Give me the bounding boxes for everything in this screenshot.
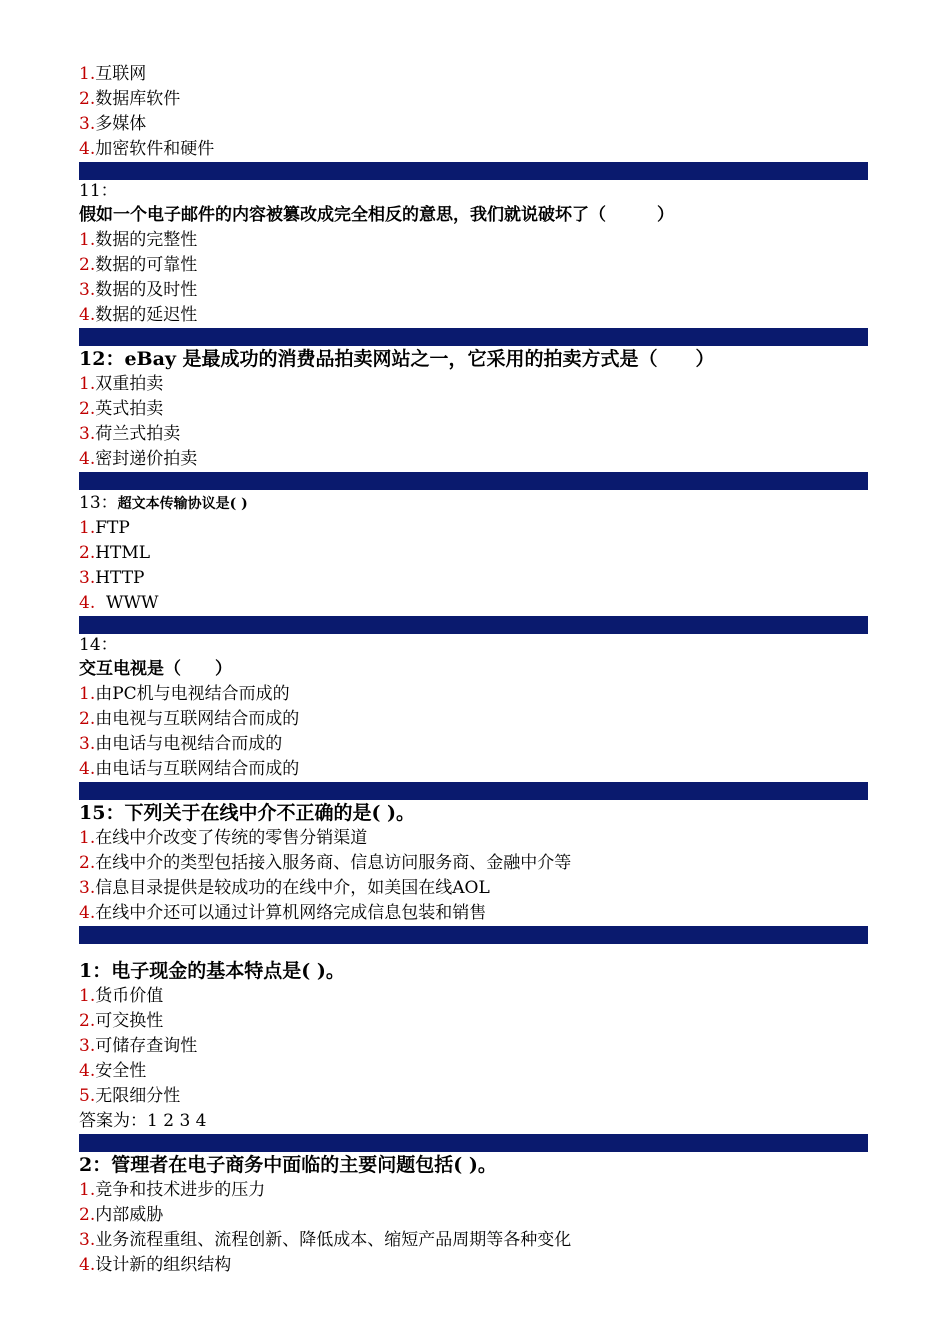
option-number: 2. [79,399,96,419]
option [79,1253,868,1278]
question-number: 11： [79,181,118,201]
option-text: 可交换性 [95,1011,164,1031]
option [79,112,868,137]
question-number: 13： [79,493,118,513]
option-text: 由电视与互联网结合而成的 [95,709,300,729]
option-number: 4. [79,1061,96,1081]
option [79,137,868,162]
option-number: 1. [79,518,96,538]
question-text: 12：eBay 是最成功的消费品拍卖网站之一，它采用的拍卖方式是（ ） [79,348,715,370]
option [79,303,868,328]
question-11 [79,180,868,328]
option-number: 2. [79,1011,96,1031]
option-text: 竞争和技术进步的压力 [95,1180,266,1200]
option-text: 在线中介还可以通过计算机网络完成信息包装和销售 [95,903,487,923]
option-text: 在线中介改变了传统的零售分销渠道 [95,828,368,848]
option-text: 数据库软件 [95,89,181,109]
option-text: 无限细分性 [95,1086,181,1106]
option-text: 设计新的组织结构 [95,1255,232,1275]
option [79,1178,868,1203]
option [79,62,868,87]
option-number: 1. [79,230,96,250]
question-line [79,490,868,516]
option [79,1059,868,1084]
option [79,447,868,472]
option-text: 由PC机与电视结合而成的 [95,684,290,704]
option-number: 4. [79,903,96,923]
option [79,757,868,782]
option-text: 多媒体 [95,114,147,134]
option [79,397,868,422]
question-text: 1：电子现金的基本特点是( )。 [79,960,345,982]
option-number: 3. [79,280,96,300]
option-number: 3. [79,878,96,898]
separator-bar [79,926,868,944]
option [79,732,868,757]
option-number: 3. [79,734,96,754]
option-text: HTML [95,543,151,563]
option-number: 1. [79,64,96,84]
option-text: 安全性 [95,1061,147,1081]
option [79,372,868,397]
multi-question-1 [79,958,868,1134]
question-10-options [79,62,868,162]
option-text: 业务流程重组、流程创新、降低成本、缩短产品周期等各种变化 [95,1230,572,1250]
option [79,1009,868,1034]
separator-bar [79,162,868,180]
option-text: 内部威胁 [95,1205,164,1225]
option [79,516,868,541]
option-text: 数据的延迟性 [95,305,198,325]
question-13 [79,490,868,616]
section-gap [79,944,868,958]
answer-text: 答案为：1 2 3 4 [79,1111,207,1131]
option [79,278,868,303]
option-number: 2. [79,255,96,275]
option-text: 货币价值 [95,986,164,1006]
option-text: FTP [95,518,130,538]
separator-bar [79,472,868,490]
option [79,707,868,732]
option [79,1203,868,1228]
option-number: 2. [79,89,96,109]
option-number: 3. [79,114,96,134]
option-number: 3. [79,424,96,444]
option-number: 1. [79,684,96,704]
option [79,566,868,591]
question-text: 假如一个电子邮件的内容被篡改成完全相反的意思，我们就说破坏了（ ） [79,205,674,225]
exam-document [79,62,868,1278]
option-text: 数据的及时性 [95,280,198,300]
option-text: HTTP [95,568,145,588]
option-number: 1. [79,374,96,394]
question-text: 15：下列关于在线中介不正确的是( )。 [79,802,416,824]
option-text: 数据的可靠性 [95,255,198,275]
option-text: 信息目录提供是较成功的在线中介，如美国在线AOL [95,878,490,898]
option [79,591,868,616]
option-number: 1. [79,1180,96,1200]
option [79,253,868,278]
question-text: 交互电视是（ ） [79,659,232,679]
option-text: WWW [95,593,159,613]
option [79,541,868,566]
option-number: 1. [79,828,96,848]
option-number: 4. [79,139,96,159]
option-number: 2. [79,709,96,729]
option-number: 4. [79,1255,96,1275]
option-number: 2. [79,853,96,873]
option [79,87,868,112]
option [79,1034,868,1059]
option-text: 可储存查询性 [95,1036,198,1056]
separator-bar [79,328,868,346]
option-text: 由电话与互联网结合而成的 [95,759,300,779]
option-number: 4. [79,593,96,613]
option-text: 密封递价拍卖 [95,449,198,469]
option [79,851,868,876]
option [79,1228,868,1253]
option-text: 互联网 [95,64,147,84]
option [79,876,868,901]
option-text: 加密软件和硬件 [95,139,215,159]
option-number: 4. [79,305,96,325]
option-number: 4. [79,449,96,469]
option [79,901,868,926]
option-number: 3. [79,1230,96,1250]
option [79,984,868,1009]
multi-question-2 [79,1152,868,1278]
question-15 [79,800,868,926]
option-text: 在线中介的类型包括接入服务商、信息访问服务商、金融中介等 [95,853,572,873]
option [79,228,868,253]
question-14 [79,634,868,782]
option-number: 4. [79,759,96,779]
question-number: 14： [79,635,118,655]
separator-bar [79,782,868,800]
option-text: 由电话与电视结合而成的 [95,734,283,754]
question-12 [79,346,868,472]
option [79,422,868,447]
question-text: 2：管理者在电子商务中面临的主要问题包括( )。 [79,1154,497,1176]
option-number: 3. [79,568,96,588]
option-number: 1. [79,986,96,1006]
option-number: 5. [79,1086,96,1106]
option-text: 双重拍卖 [95,374,164,394]
option [79,826,868,851]
separator-bar [79,616,868,634]
option-text: 数据的完整性 [95,230,198,250]
option [79,1084,868,1109]
option-number: 2. [79,543,96,563]
option-text: 荷兰式拍卖 [95,424,181,444]
option-number: 2. [79,1205,96,1225]
separator-bar [79,1134,868,1152]
option-text: 英式拍卖 [95,399,164,419]
option [79,682,868,707]
option-number: 3. [79,1036,96,1056]
question-text: 超文本传输协议是( ) [117,496,248,512]
